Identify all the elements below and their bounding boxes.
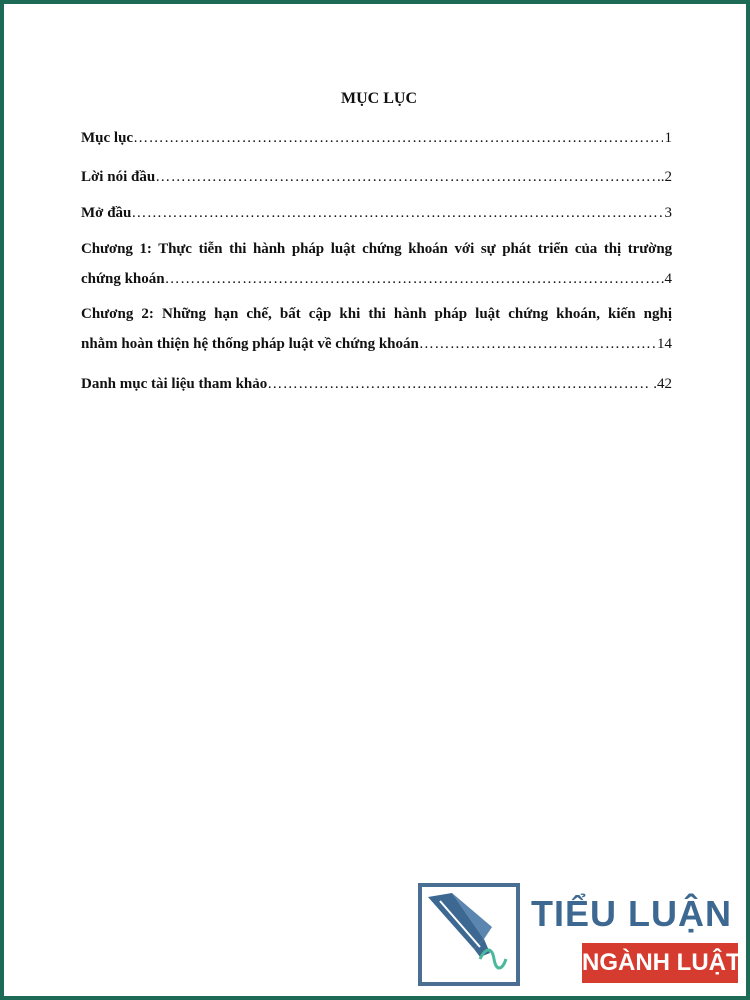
toc-entry-label-line2: chứng khoán: [81, 271, 165, 287]
page-title: MỤC LỤC: [341, 90, 417, 107]
toc-entry-mo-dau: [81, 203, 672, 223]
toc-entry-chuong-2: [81, 304, 672, 354]
toc-entry-chuong-1: [81, 239, 672, 289]
leader-dots: [155, 167, 655, 187]
toc-page-number: 1: [664, 130, 672, 146]
tieu-luan-logo: [418, 883, 741, 988]
toc-page-number: ..2: [657, 169, 672, 185]
leader-dots: [165, 269, 659, 289]
toc-entry-label: Mở đầu: [81, 205, 132, 221]
toc-entry-label: Danh mục tài liệu tham khảo: [81, 376, 268, 392]
leader-dots: [131, 203, 662, 223]
toc-page-number: .42: [653, 376, 672, 392]
leader-dots: [133, 128, 662, 148]
toc-entry-label: Mục lục: [81, 130, 134, 146]
toc-entry-label-line1: Chương 1: Thực tiễn thi hành pháp luật chứng khoán với sự phát triển của thị trường: [81, 241, 672, 257]
toc-page-number: 3: [664, 205, 672, 221]
toc-entry-loi-noi-dau: [81, 167, 672, 187]
pen-nib-icon: [418, 883, 520, 986]
leader-dots: [419, 334, 655, 354]
toc-entry-tai-lieu: [81, 374, 672, 394]
toc-page-number: 14: [657, 336, 672, 352]
logo-text-top: TIỂU LUẬN: [531, 893, 732, 934]
toc-entry-label-line1: Chương 2: Những hạn chế, bất cập khi thi hành pháp luật chứng khoán, kiến nghị: [81, 306, 672, 322]
toc-entry-muc-luc: [81, 128, 672, 148]
toc-entry-label-line2: nhằm hoàn thiện hệ thống pháp luật về chứng khoán: [81, 336, 419, 352]
toc-entry-label: Lời nói đầu: [81, 169, 156, 185]
logo-text-bottom: NGÀNH LUẬT: [582, 943, 738, 983]
leader-dots: [267, 374, 651, 394]
toc-page-number: .4: [660, 271, 672, 287]
